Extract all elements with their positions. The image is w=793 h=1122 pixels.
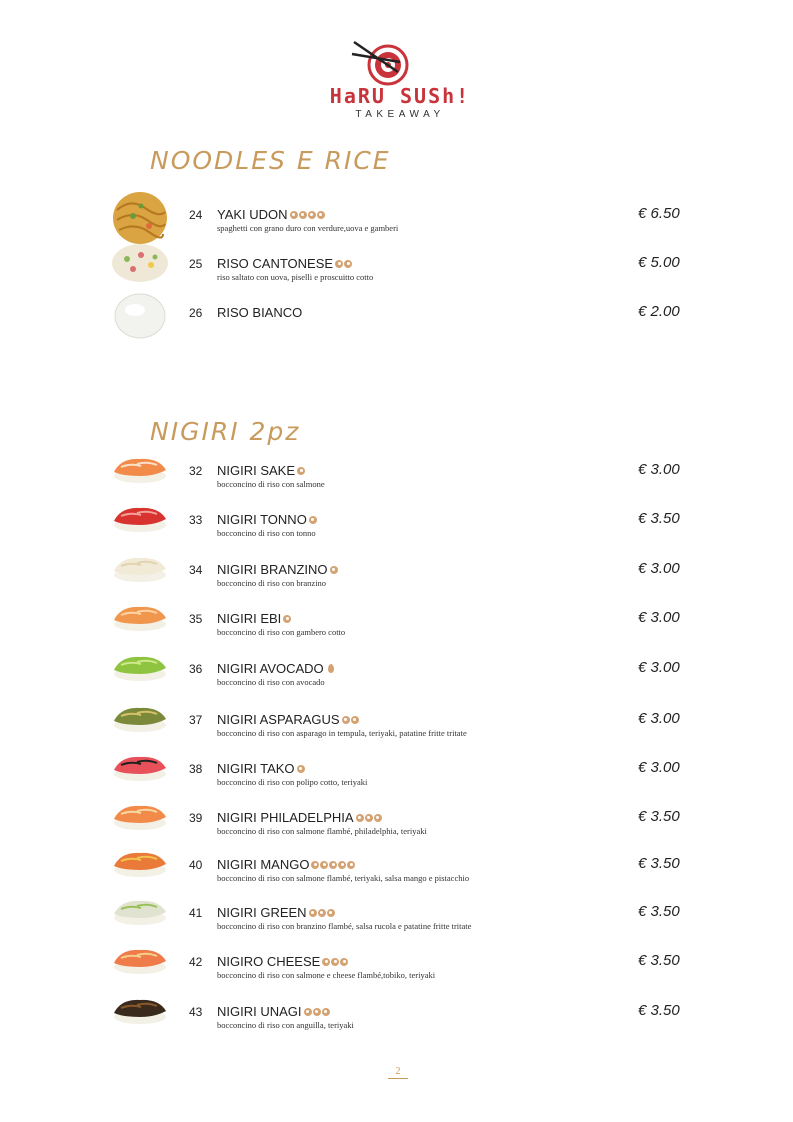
allergen-icons <box>309 909 335 917</box>
allergen-icon <box>304 1008 312 1016</box>
allergen-icon <box>329 861 337 869</box>
dish-photo <box>111 896 169 931</box>
item-name: NIGIRI TONNO <box>217 512 307 527</box>
item-name-row <box>217 954 348 969</box>
logo-subtitle: TAKEAWAY <box>355 109 445 120</box>
dish-photo <box>111 454 169 489</box>
item-price: € 3.50 <box>638 1002 680 1019</box>
item-name-row <box>217 857 355 872</box>
dish-photo <box>111 995 169 1030</box>
item-price: € 3.00 <box>638 659 680 676</box>
allergen-icon <box>320 861 328 869</box>
item-description: spaghetti con grano duro con verdure,uova e gamberi <box>217 223 399 233</box>
item-name: RISO CANTONESE <box>217 256 334 271</box>
item-name-row <box>217 305 302 320</box>
avocado-drop-icon <box>328 664 334 673</box>
allergen-icons <box>297 765 305 773</box>
dish-photo <box>111 503 169 538</box>
item-description: bocconcino di riso con avocado <box>217 677 325 687</box>
item-price: € 3.00 <box>638 710 680 727</box>
item-description: bocconcino di riso con branzino <box>217 578 327 588</box>
item-name: NIGIRI UNAGI <box>217 1004 302 1019</box>
allergen-icon <box>309 909 317 917</box>
allergen-icon <box>335 260 343 268</box>
item-name-row <box>217 1004 330 1019</box>
item-name: NIGIRO CHEESE <box>217 954 321 969</box>
item-number: 25 <box>189 257 203 271</box>
item-description: riso saltato con uova, piselli e proscuitto cotto <box>217 272 374 282</box>
allergen-icon <box>365 814 373 822</box>
allergen-icon <box>297 467 305 475</box>
item-number: 32 <box>189 464 203 478</box>
dish-photo <box>111 288 169 345</box>
allergen-icon <box>322 1008 330 1016</box>
menu-item <box>0 608 793 658</box>
dish-photo <box>111 602 169 637</box>
item-name: NIGIRI PHILADELPHIA <box>217 810 354 825</box>
dish-photo <box>111 752 169 787</box>
item-name: NIGIRI TAKO <box>217 761 295 776</box>
allergen-icon <box>317 211 325 219</box>
allergen-icons <box>342 716 359 724</box>
item-name-row <box>217 562 338 577</box>
item-number: 40 <box>189 858 203 872</box>
allergen-icons <box>330 566 338 574</box>
allergen-icons <box>297 467 305 475</box>
item-number: 36 <box>189 662 203 676</box>
dish-photo <box>111 801 169 836</box>
item-price: € 3.00 <box>638 759 680 776</box>
item-price: € 3.50 <box>638 952 680 969</box>
item-name-row <box>217 463 305 478</box>
allergen-icons <box>304 1008 330 1016</box>
logo <box>320 38 480 124</box>
dish-photo <box>111 703 169 738</box>
allergen-icon <box>290 211 298 219</box>
allergen-icon <box>356 814 364 822</box>
allergen-icons <box>290 211 325 219</box>
item-name-row <box>217 761 305 776</box>
item-name: YAKI UDON <box>217 207 288 222</box>
page-number: 2 <box>388 1066 408 1079</box>
item-name: RISO BIANCO <box>217 305 303 320</box>
item-number: 34 <box>189 563 203 577</box>
item-price: € 2.00 <box>638 303 680 320</box>
logo-text: HaRU SUSh! <box>329 84 471 108</box>
item-description: bocconcino di riso con branzino flambé, salsa rucola e patatine fritte tritate <box>217 921 472 931</box>
item-number: 35 <box>189 612 203 626</box>
dish-photo <box>111 652 169 687</box>
item-name-row <box>217 810 382 825</box>
item-description: bocconcino di riso con polipo cotto, teriyaki <box>217 777 368 787</box>
dish-photo <box>111 239 169 288</box>
item-name: NIGIRI GREEN <box>217 905 307 920</box>
item-number: 26 <box>189 306 203 320</box>
allergen-icon <box>342 716 350 724</box>
item-price: € 3.50 <box>638 855 680 872</box>
item-price: € 3.50 <box>638 808 680 825</box>
item-price: € 3.50 <box>638 510 680 527</box>
allergen-icon <box>313 1008 321 1016</box>
item-name-row <box>217 512 317 527</box>
section-title-noodles: NOODLES E RICE <box>150 146 391 175</box>
item-description: bocconcino di riso con salmone e cheese flambé,tobiko, teriyaki <box>217 970 436 980</box>
allergen-icons <box>326 664 334 673</box>
allergen-icon <box>311 861 319 869</box>
section-title-nigiri: NIGIRI 2pz <box>150 417 301 446</box>
allergen-icon <box>297 765 305 773</box>
menu-item <box>0 658 793 708</box>
menu-item <box>0 1001 793 1051</box>
menu-item <box>0 509 793 559</box>
allergen-icons <box>309 516 317 524</box>
allergen-icons <box>311 861 355 869</box>
item-description: bocconcino di riso con tonno <box>217 528 316 538</box>
item-name: NIGIRI SAKE <box>217 463 296 478</box>
item-name-row <box>217 661 334 676</box>
item-price: € 3.00 <box>638 461 680 478</box>
allergen-icons <box>335 260 352 268</box>
allergen-icon <box>299 211 307 219</box>
allergen-icon <box>340 958 348 966</box>
menu-item <box>0 951 793 1001</box>
allergen-icons <box>322 958 348 966</box>
allergen-icon <box>347 861 355 869</box>
item-description: bocconcino di riso con anguilla, teriyaki <box>217 1020 354 1030</box>
allergen-icon <box>318 909 326 917</box>
allergen-icon <box>331 958 339 966</box>
item-description: bocconcino di riso con gambero cotto <box>217 627 346 637</box>
item-description: bocconcino di riso con asparago in tempula, teriyaki, patatine fritte tritate <box>217 728 467 738</box>
allergen-icon <box>338 861 346 869</box>
item-number: 38 <box>189 762 203 776</box>
menu-item <box>0 302 793 352</box>
allergen-icon <box>374 814 382 822</box>
allergen-icons <box>283 615 291 623</box>
item-name: NIGIRI EBI <box>217 611 282 626</box>
item-name: NIGIRI MANGO <box>217 857 310 872</box>
item-name-row <box>217 905 335 920</box>
allergen-icon <box>351 716 359 724</box>
item-number: 43 <box>189 1005 203 1019</box>
item-price: € 3.50 <box>638 903 680 920</box>
item-number: 41 <box>189 906 203 920</box>
item-name-row <box>217 712 359 727</box>
item-number: 39 <box>189 811 203 825</box>
item-description: bocconcino di riso con salmone flambé, philadelphia, teriyaki <box>217 826 427 836</box>
dish-photo <box>111 945 169 980</box>
allergen-icon <box>309 516 317 524</box>
allergen-icon <box>322 958 330 966</box>
item-description: bocconcino di riso con salmone <box>217 479 325 489</box>
item-name-row <box>217 611 291 626</box>
item-description: bocconcino di riso con salmone flambé, teriyaki, salsa mango e pistacchio <box>217 873 470 883</box>
sushi-chopsticks-logo-icon <box>350 38 420 88</box>
item-price: € 3.00 <box>638 560 680 577</box>
item-name: NIGIRI ASPARAGUS <box>217 712 340 727</box>
item-price: € 5.00 <box>638 254 680 271</box>
allergen-icons <box>356 814 382 822</box>
allergen-icon <box>344 260 352 268</box>
item-name-row <box>217 207 325 222</box>
item-price: € 6.50 <box>638 205 680 222</box>
dish-photo <box>111 848 169 883</box>
item-name: NIGIRI AVOCADO <box>217 661 324 676</box>
dish-photo <box>111 553 169 588</box>
item-number: 24 <box>189 208 203 222</box>
item-name-row <box>217 256 352 271</box>
item-number: 33 <box>189 513 203 527</box>
item-number: 42 <box>189 955 203 969</box>
item-name: NIGIRI BRANZINO <box>217 562 328 577</box>
allergen-icon <box>327 909 335 917</box>
item-price: € 3.00 <box>638 609 680 626</box>
allergen-icon <box>283 615 291 623</box>
allergen-icon <box>308 211 316 219</box>
allergen-icon <box>330 566 338 574</box>
item-number: 37 <box>189 713 203 727</box>
